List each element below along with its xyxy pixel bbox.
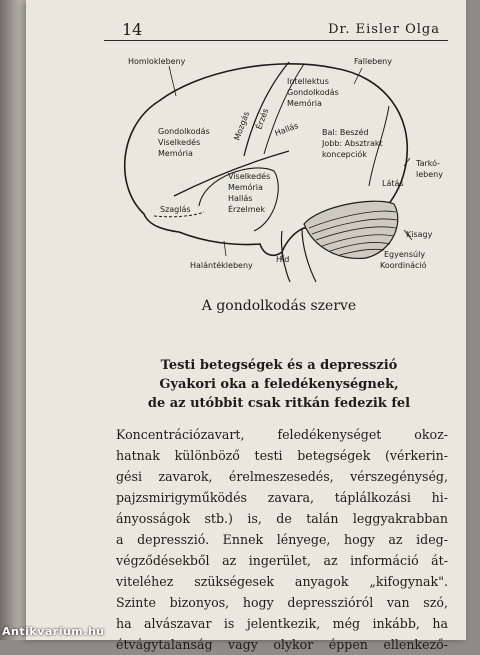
section-title-line: de az utóbbit csak ritkán fedezik fel (147, 396, 411, 411)
label-halanteklebeny: Halántéklebeny (190, 261, 253, 270)
label-jobb-absztrakt: Jobb: Absztrakt (322, 139, 383, 148)
label-intellektus: Intellektus (287, 77, 329, 86)
section-title (104, 356, 454, 413)
label-erzes: Érzés (254, 107, 271, 131)
label-gondolkodas-frontal: Gondolkodás (158, 127, 210, 136)
body-line: Koncentrációzavart, feledékenységet okoz- (116, 427, 448, 442)
label-bal-beszed: Bal: Beszéd (322, 128, 369, 137)
body-line: viteléhez szükségesek anyagok „kifogynak". (116, 574, 448, 589)
body-line: pajzsmirigyműködés zavara, táplálkozási hi- (116, 490, 448, 505)
page-header (104, 18, 448, 41)
label-mozgas: Mozgás (232, 110, 252, 142)
body-paragraph (116, 424, 448, 655)
body-line: ányosságok stb.) is, de talán leggyakrabban (116, 511, 448, 526)
label-memoria-parietal: Memória (287, 99, 322, 108)
label-viselkedes-frontal: Viselkedés (158, 138, 201, 147)
label-erzelmek: Érzelmek (228, 205, 266, 214)
page-edge (0, 0, 26, 640)
watermark: Antikvarium.hu (2, 625, 105, 638)
label-koordinacio: Koordináció (380, 261, 427, 270)
body-line: hatnak különböző testi betegségek (vérkerin- (116, 448, 448, 463)
label-viselkedes-temporal: Viselkedés (228, 172, 271, 181)
label-memoria-frontal: Memória (158, 149, 193, 158)
section-title-line: Testi betegségek és a depresszió (160, 358, 398, 373)
label-egyensuly: Egyensúly (384, 250, 426, 259)
label-kisagy: Kisagy (406, 230, 433, 239)
body-line: a depresszió. Ennek lényege, hogy az ideg- (116, 532, 448, 547)
section-title-line: Gyakori oka a feledékenységnek, (159, 377, 399, 392)
page-number: 14 (122, 20, 143, 39)
label-hid: Híd (276, 255, 290, 264)
label-fallebeny: Fallebeny (354, 57, 392, 66)
label-szaglas: Szaglás (160, 205, 191, 214)
body-line: gési zavarok, érelmeszesedés, vérszegénység, (116, 469, 448, 484)
label-memoria-temporal: Memória (228, 183, 263, 192)
label-hallas-upper: Hallás (273, 121, 300, 138)
label-koncepciok: koncepciók (322, 150, 367, 159)
running-head: Dr. Eisler Olga (328, 22, 440, 37)
brain-diagram (104, 46, 454, 286)
body-line: Szinte bizonyos, hogy depresszióról van szó, (116, 595, 448, 610)
label-latas: Látás (382, 179, 404, 188)
body-line: végződésekből az ingerület, az információ át- (116, 553, 448, 568)
body-line: étvágytalanság vagy olykor éppen ellenkező- (116, 637, 448, 652)
label-hallas-temporal: Hallás (228, 194, 253, 203)
label-tarko: Tarkó- (416, 159, 441, 168)
label-lebeny: lebeny (416, 170, 443, 179)
label-homloklebeny: Homloklebeny (128, 57, 186, 66)
figure-caption: A gondolkodás szerve (201, 298, 357, 314)
label-gondolkodas-parietal: Gondolkodás (287, 88, 339, 97)
body-line: ha alvászavar is jelentkezik, még inkább, ha (116, 616, 448, 631)
